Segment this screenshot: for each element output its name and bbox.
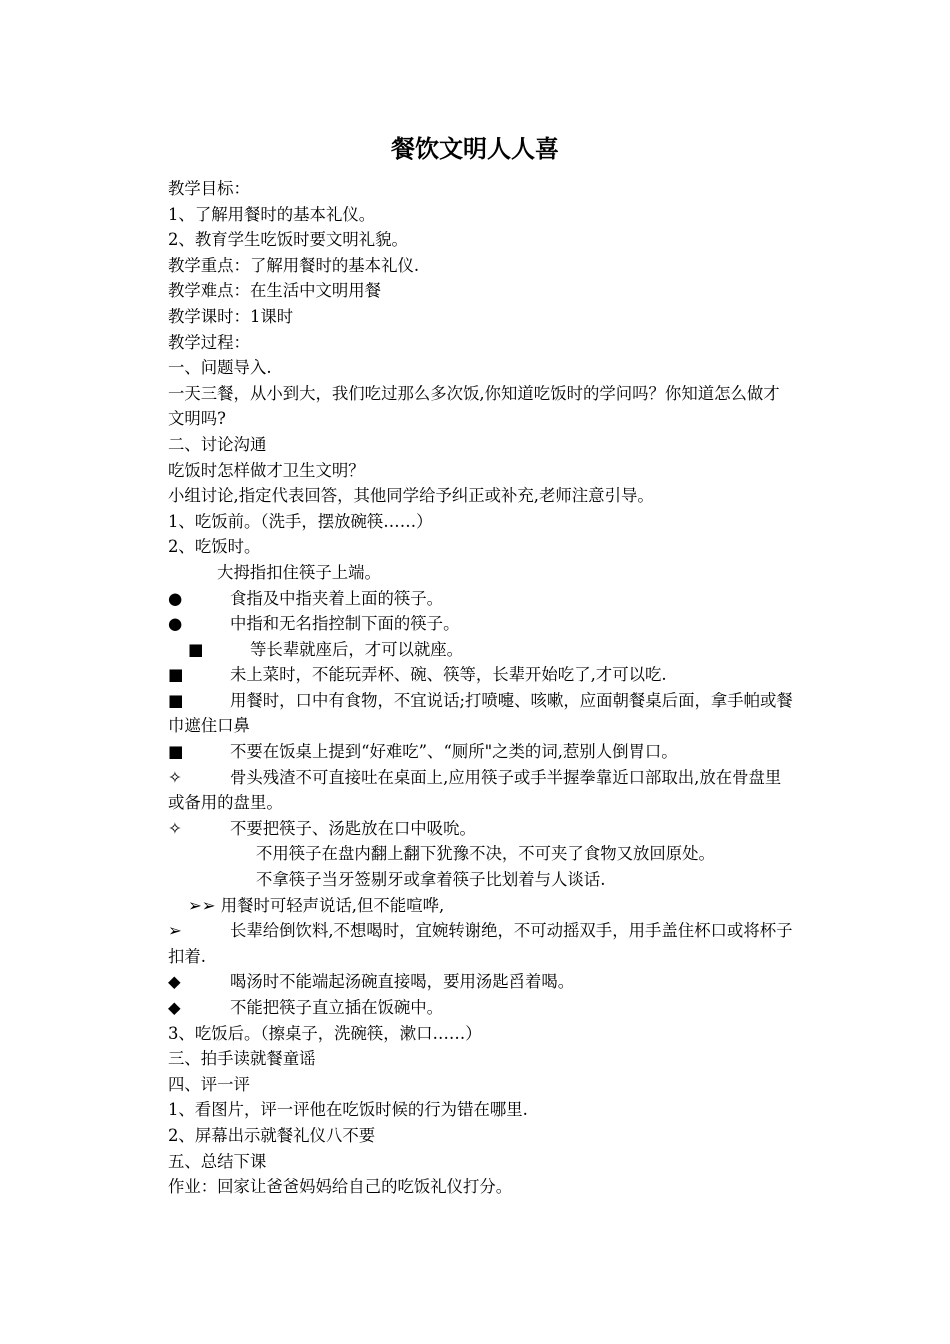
homework: 作业：回家让爸爸妈妈给自己的吃饭礼仪打分。 xyxy=(168,1177,513,1197)
during-meal: 2、吃饭时。 xyxy=(168,537,261,557)
evaluate-item-1: 1、看图片，评一评他在吃饭时候的行为错在哪里. xyxy=(168,1100,528,1120)
document-body xyxy=(168,176,793,1200)
list-item xyxy=(168,688,793,739)
list-item-text: 喝汤时不能端起汤碗直接喝，要用汤匙舀着喝。 xyxy=(230,972,575,992)
list-item-text: 长辈给倒饮料,不想喝时，宜婉转谢绝，不可动摇双手，用手盖住杯口或将杯子扣着. xyxy=(168,921,793,966)
list-item xyxy=(168,611,793,637)
objective-2: 2、教育学生吃饭时要文明礼貌。 xyxy=(168,230,408,250)
list-item xyxy=(168,765,793,816)
section-5-heading: 五、总结下课 xyxy=(168,1151,267,1171)
section-3-heading: 三、拍手读就餐童谣 xyxy=(168,1049,316,1069)
list-item xyxy=(168,969,793,995)
heading-objectives: 教学目标： xyxy=(168,179,250,198)
list-item xyxy=(168,893,793,919)
list-item xyxy=(168,662,793,688)
after-meal: 3、吃饭后。（擦桌子，洗碗筷，漱口……） xyxy=(168,1023,482,1043)
list-item-text: 等长辈就座后，才可以就座。 xyxy=(250,639,464,659)
key-point: 教学重点：了解用餐时的基本礼仪. xyxy=(168,255,420,275)
list-item-text: 用餐时可轻声说话,但不能喧哗, xyxy=(220,895,445,915)
list-item-text: 中指和无名指控制下面的筷子。 xyxy=(230,614,460,634)
list-item-text: 食指及中指夹着上面的筷子。 xyxy=(230,588,444,608)
list-item xyxy=(168,739,793,765)
square-bullet-icon: ■ xyxy=(188,639,204,659)
discussion-question: 吃饭时怎样做才卫生文明？ xyxy=(168,460,365,480)
square-bullet-icon: ■ xyxy=(168,665,184,685)
dot-bullet-icon: ● xyxy=(168,588,183,608)
group-discussion: 小组讨论,指定代表回答，其他同学给予纠正或补充,老师注意引导。 xyxy=(168,486,654,506)
section-4-heading: 四、评一评 xyxy=(168,1074,250,1094)
objective-1: 1、了解用餐时的基本礼仪。 xyxy=(168,204,376,224)
arrow-bullet-icon: ➢ xyxy=(168,921,182,941)
diamond-outline-bullet-icon: ✧ xyxy=(168,818,182,838)
list-item xyxy=(168,637,793,663)
list-item: 不用筷子在盘内翻上翻下犹豫不决，不可夹了食物又放回原处。 xyxy=(256,844,715,864)
list-item-text: 未上菜时，不能玩弄杯、碗、筷等，长辈开始吃了,才可以吃. xyxy=(230,665,667,685)
diamond-outline-bullet-icon: ✧ xyxy=(168,767,182,787)
square-bullet-icon: ■ xyxy=(168,742,184,762)
difficult-point: 教学难点：在生活中文明用餐 xyxy=(168,281,382,301)
list-item: 不拿筷子当牙签剔牙或拿着筷子比划着与人谈话. xyxy=(256,870,606,890)
list-item-text: 不要在饭桌上提到“好难吃”、“厕所"之类的词,惹别人倒胃口。 xyxy=(230,742,678,762)
heading-process: 教学过程： xyxy=(168,332,250,352)
before-meal: 1、吃饭前。（洗手，摆放碗筷……） xyxy=(168,511,433,531)
square-bullet-icon: ■ xyxy=(168,690,184,710)
list-item xyxy=(168,586,793,612)
dot-bullet-icon: ● xyxy=(168,614,183,634)
intro-paragraph: 一天三餐，从小到大，我们吃过那么多次饭,你知道吃饭时的学问吗？你知道怎么做才文明吗? xyxy=(168,383,780,429)
section-2-heading: 二、讨论沟通 xyxy=(168,434,267,454)
list-item-text: 不能把筷子直立插在饭碗中。 xyxy=(230,998,444,1017)
list-item-text: 不要把筷子、汤匙放在口中吸吮。 xyxy=(230,818,476,838)
diamond-bullet-icon: ◆ xyxy=(168,998,181,1017)
chopstick-thumb: 大拇指扣住筷子上端。 xyxy=(217,562,381,582)
list-item-text: 骨头残渣不可直接吐在桌面上,应用筷子或手半握拳靠近口部取出,放在骨盘里或备用的盘里。 xyxy=(168,767,782,813)
class-hours: 教学课时：1课时 xyxy=(168,306,294,326)
list-item xyxy=(168,816,793,842)
arrow-bullet-icon: ➢➢ xyxy=(188,895,216,915)
list-item-text: 用餐时，口中有食物，不宜说话;打喷嚏、咳嗽，应面朝餐桌后面，拿手帕或餐巾遮住口鼻 xyxy=(168,690,793,736)
list-item xyxy=(168,918,793,969)
document-title: 餐饮文明人人喜 xyxy=(391,134,559,163)
diamond-bullet-icon: ◆ xyxy=(168,972,181,992)
evaluate-item-2: 2、屏幕出示就餐礼仪八不要 xyxy=(168,1125,376,1145)
section-1-heading: 一、问题导入. xyxy=(168,358,272,378)
list-item xyxy=(168,995,793,1021)
